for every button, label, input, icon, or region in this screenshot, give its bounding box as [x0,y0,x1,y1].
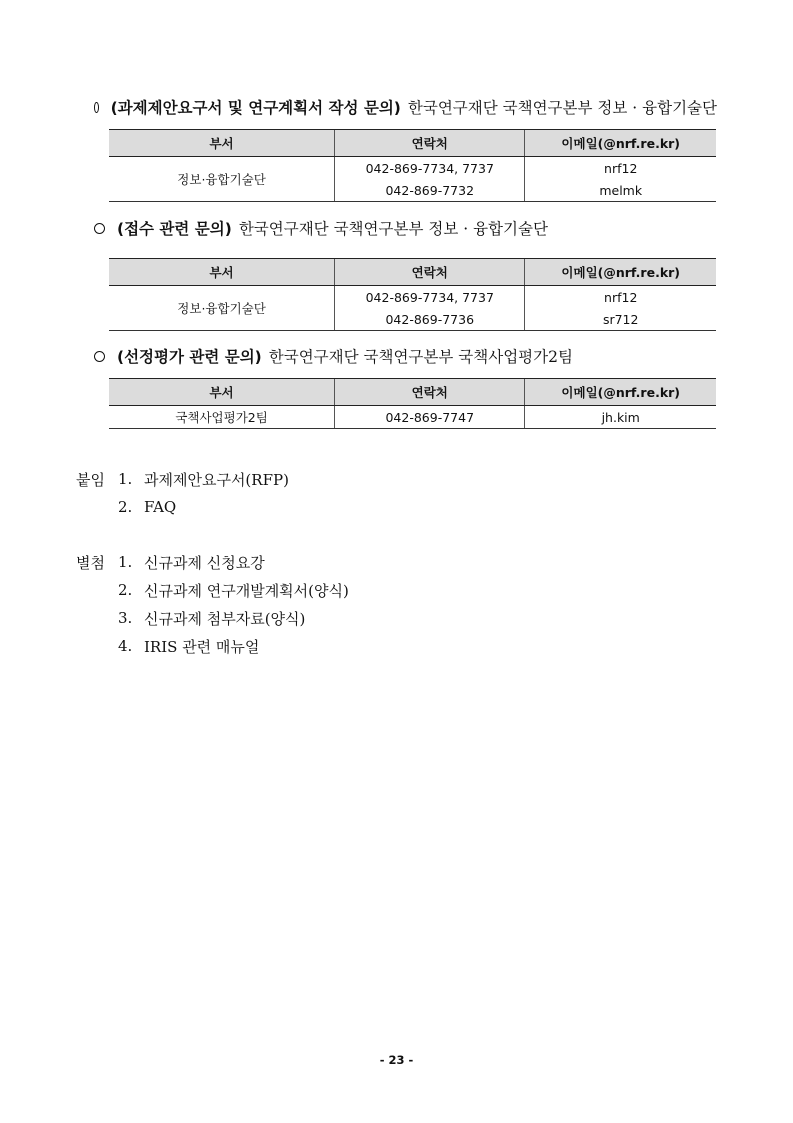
inquiry-section-submission [92,216,717,331]
contact-table [109,129,716,202]
inquiry-section-proposal [92,95,717,202]
circle-bullet-icon [94,102,99,113]
dept-cell: 정보·융합기술단 [109,286,335,331]
dept-cell: 국책사업평가2팀 [109,406,335,429]
contact-cell: 042-869-7734, 7737 [335,286,525,309]
item-text: 신규과제 첨부자료(양식) [144,609,306,628]
item-text: 신규과제 신청요강 [144,553,265,572]
header-email: 이메일(@nrf.re.kr) [525,379,716,406]
section-desc: 한국연구재단 국책연구본부 정보 · 융합기술단 [407,99,717,117]
list-item [76,548,349,576]
email-cell: nrf12 [525,286,716,309]
item-text: IRIS 관련 매뉴얼 [144,637,260,656]
circle-bullet-icon [94,351,105,362]
email-cell: jh.kim [525,406,716,429]
section-heading [92,95,717,119]
separate-label: 별첨 [76,553,105,572]
header-email: 이메일(@nrf.re.kr) [525,259,716,286]
item-number: 1. [118,553,133,571]
header-dept: 부서 [109,259,335,286]
header-dept: 부서 [109,130,335,157]
email-cell: nrf12 [525,157,716,180]
list-item [76,493,289,521]
section-title: (접수 관련 문의) [117,220,232,238]
contact-cell: 042-869-7732 [335,179,525,202]
header-contact: 연락처 [335,259,525,286]
circle-bullet-icon [94,223,105,234]
section-heading [92,344,717,368]
contact-cell: 042-869-7734, 7737 [335,157,525,180]
item-text: FAQ [144,498,177,516]
list-item [76,465,289,493]
section-desc: 한국연구재단 국책연구본부 국책사업평가2팀 [268,348,573,366]
email-cell: sr712 [525,308,716,331]
section-title: (과제제안요구서 및 연구계획서 작성 문의) [110,99,401,117]
list-item [76,576,349,604]
section-desc: 한국연구재단 국책연구본부 정보 · 융합기술단 [238,220,548,238]
list-item [76,604,349,632]
header-contact: 연락처 [335,379,525,406]
header-email: 이메일(@nrf.re.kr) [525,130,716,157]
dept-cell: 정보·융합기술단 [109,157,335,202]
item-number: 2. [118,498,133,516]
item-number: 2. [118,581,133,599]
contact-cell: 042-869-7747 [335,406,525,429]
section-title: (선정평가 관련 문의) [117,348,262,366]
header-dept: 부서 [109,379,335,406]
item-text: 과제제안요구서(RFP) [144,470,289,489]
contact-table [109,378,716,429]
header-contact: 연락처 [335,130,525,157]
contact-table [109,258,716,331]
email-cell: melmk [525,179,716,202]
section-heading [92,216,717,240]
separate-enclosures-list [76,548,349,660]
attachments-list [76,465,289,521]
list-item [76,632,349,660]
item-text: 신규과제 연구개발계획서(양식) [144,581,349,600]
item-number: 3. [118,609,133,627]
attachments-label: 붙임 [76,470,105,489]
contact-cell: 042-869-7736 [335,308,525,331]
item-number: 1. [118,470,133,488]
page-number: - 23 - [379,1053,414,1067]
item-number: 4. [118,637,133,655]
inquiry-section-evaluation [92,344,717,429]
